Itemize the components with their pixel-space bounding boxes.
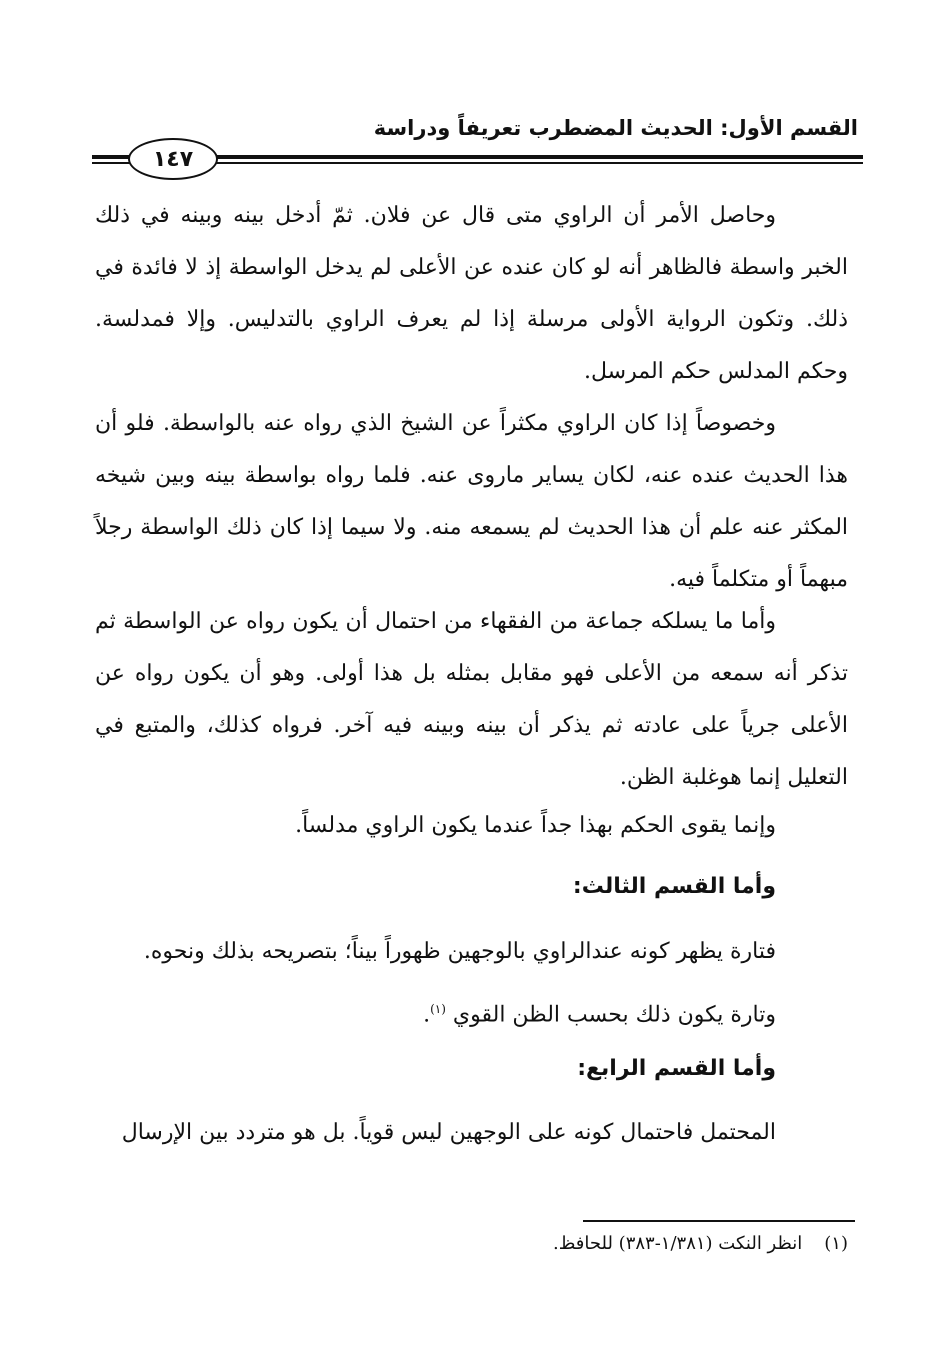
paragraph-4 — [95, 800, 848, 852]
p2-line-2: أن هذا الحديث عنده عنه، لكان يساير ماروى عنه. فلما رواه بواسطة بينه وبين — [95, 411, 849, 488]
paragraph-1 — [95, 190, 848, 398]
heading-fourth: وأما القسم الرابع: — [577, 1056, 776, 1081]
footnote-rule — [583, 1220, 855, 1222]
p4-text: وإنما يقوى الحكم بهذا جداً عندما يكون الراوي مدلساً. — [295, 813, 776, 838]
p1-line-2: الخبر واسطة فالظاهر أنه لو كان عنده عن الأعلى لم يدخل الواسطة إذ لا فائدة في — [95, 255, 848, 280]
paragraph-2 — [95, 398, 848, 606]
p1-line-3: ذلك. وتكون الرواية الأولى مرسلة إذا لم يعرف الراوي بالتدليس. وإلا فمدلسة. — [95, 307, 848, 332]
paragraph-6 — [95, 983, 848, 1041]
p2-line-3: شيخه المكثر عنه علم أن هذا الحديث لم يسمعه منه. ولا سيما إذا كان ذلك — [95, 463, 849, 540]
header-rule-left-thin — [92, 162, 132, 164]
section-heading-3 — [95, 861, 848, 913]
page-number: ١٤٧ — [128, 138, 218, 180]
heading-third: وأما القسم الثالث: — [572, 874, 776, 899]
p2-line-4: الواسطة رجلاً مبهماً أو متكلماً فيه. — [95, 515, 848, 592]
p5-text: فتارة يظهر كونه عندالراوي بالوجهين ظهوراً بيناً؛ بتصريحه بذلك ونحوه. — [143, 939, 776, 964]
p2-line-1: وخصوصاً إذا كان الراوي مكثراً عن الشيخ الذي رواه عنه بالواسطة. فلو — [125, 411, 776, 436]
running-title: القسم الأول: الحديث المضطرب تعريفاً ودراسة — [373, 116, 858, 140]
p3-line-2: ثم تذكر أنه سمعه من الأعلى فهو مقابل بمثله بل هذا أولى. وهو أن يكون رواه — [95, 609, 848, 686]
p3-line-3: عن الأعلى جرياً على عادته ثم يذكر أن بينه وبينه فيه آخر. فرواه كذلك، والمتبع — [95, 661, 848, 738]
p3-line-4: في التعليل إنما هوغلبة الظن. — [95, 713, 848, 790]
header-rule-thick — [215, 155, 863, 159]
paragraph-5 — [95, 926, 848, 978]
p1-line-4: وحكم المدلس حكم المرسل. — [584, 359, 848, 384]
footnote-text: انظر النكت (١/٣٨١-٣٨٣) للحافظ. — [552, 1233, 803, 1254]
footnote — [553, 1233, 848, 1254]
header-rule-thin — [215, 162, 863, 164]
p7-text: المحتمل فاحتمال كونه على الوجهين ليس قوياً. بل هو متردد بين الإرسال — [121, 1120, 776, 1145]
p1-line-1: وحاصل الأمر أن الراوي متى قال عن فلان. ثمّ أدخل بينه وبينه في ذلك — [95, 203, 776, 228]
paragraph-3 — [95, 596, 848, 804]
header-rule-left-thick — [92, 155, 132, 159]
footnote-marker: (١) — [824, 1233, 848, 1254]
p3-line-1: وأما ما يسلكه جماعة من الفقهاء من احتمال أن يكون رواه عن الواسطة — [123, 609, 776, 634]
section-heading-4 — [95, 1043, 848, 1095]
footnote-reference[interactable]: (١) — [430, 1002, 446, 1016]
p6-end: . — [423, 1002, 431, 1028]
paragraph-7 — [95, 1107, 848, 1159]
p6-text: وتارة يكون ذلك بحسب الظن القوي — [452, 1002, 776, 1028]
